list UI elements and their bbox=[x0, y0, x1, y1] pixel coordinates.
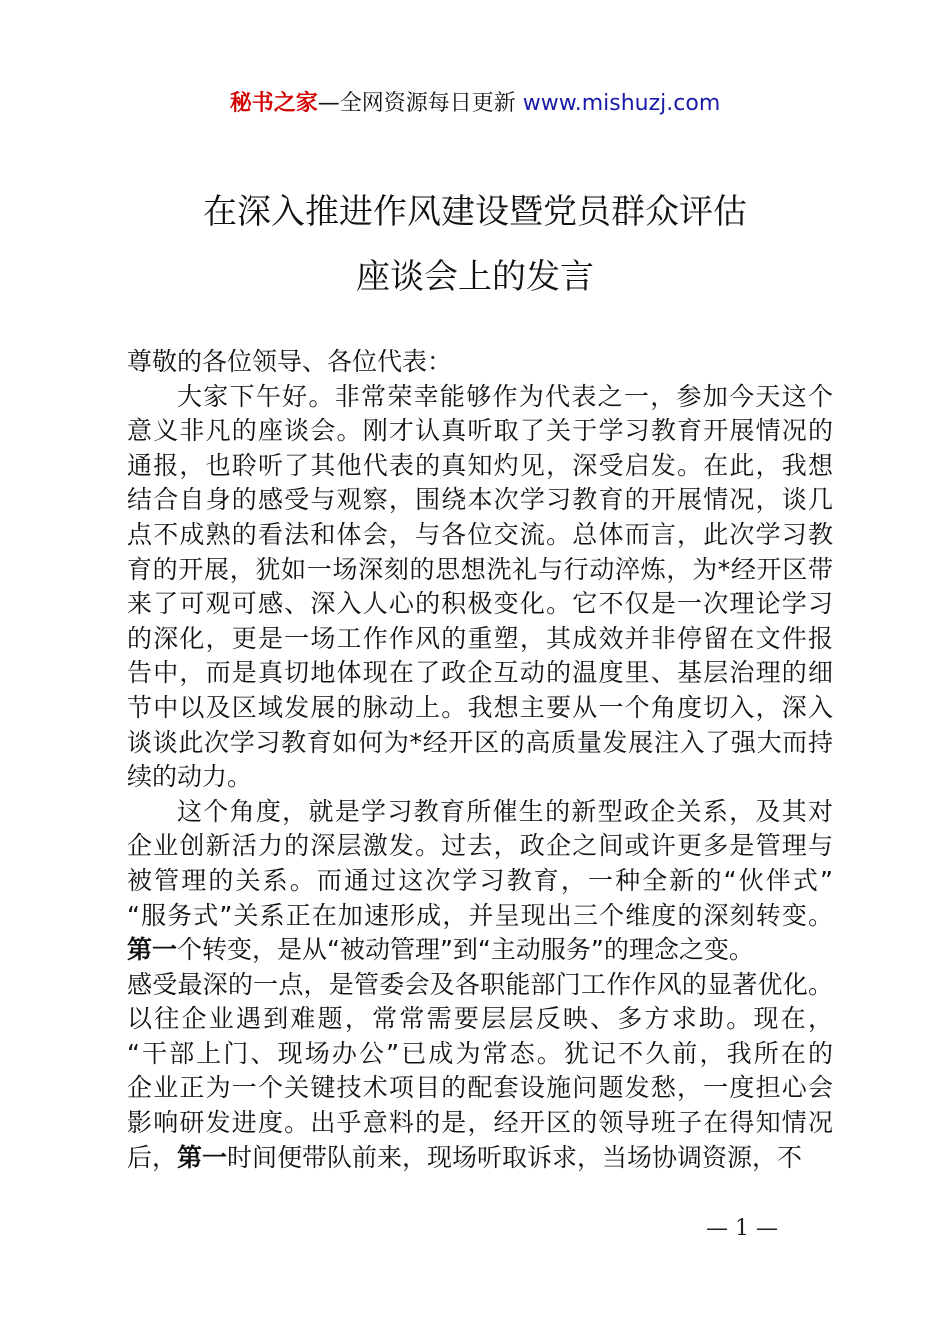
paragraph-line bbox=[127, 1141, 833, 1176]
paragraph-text: 后， bbox=[127, 1142, 178, 1172]
brand-name: 秘书之家 bbox=[229, 91, 318, 116]
paragraph-line: 点不成熟的看法和体会，与各位交流。总体而言，此次学习教 bbox=[127, 519, 833, 549]
paragraph-line: 影响研发进度。出乎意料的是，经开区的领导班子在得知情况 bbox=[127, 1108, 833, 1138]
paragraph-line: 意义非凡的座谈会。刚才认真听取了关于学习教育开展情况的 bbox=[127, 416, 833, 446]
paragraph-line: “干部上门、现场办公”已成为常态。犹记不久前，我所在的 bbox=[127, 1038, 833, 1068]
paragraph-line: “服务式”关系正在加速形成，并呈现出三个维度的深刻转变。 bbox=[127, 900, 833, 930]
paragraph-line: 来了可观可感、深入人心的积极变化。它不仅是一次理论学习 bbox=[127, 589, 833, 619]
document-title-line-1: 在深入推进作风建设暨党员群众评估 bbox=[203, 192, 747, 232]
site-header bbox=[0, 88, 950, 120]
paragraph-line: 感受最深的一点，是管委会及各职能部门工作作风的显著优化。 bbox=[127, 969, 833, 999]
paragraph-text: 时间便带队前来，现场听取诉求，当场协调资源，不 bbox=[227, 1142, 803, 1172]
bold-ordinal: 第一 bbox=[127, 935, 178, 965]
paragraph-line: 以往企业遇到难题，常常需要层层反映、多方求助。现在， bbox=[127, 1004, 833, 1034]
paragraph-line: 企业创新活力的深层激发。过去，政企之间或许更多是管理与 bbox=[127, 831, 833, 861]
paragraph-line: 续的动力。 bbox=[127, 762, 253, 792]
document-title-line-2: 座谈会上的发言 bbox=[356, 257, 594, 297]
document-body bbox=[127, 345, 833, 1175]
paragraph-line: 的深化，更是一场工作作风的重塑，其成效并非停留在文件报 bbox=[127, 623, 833, 653]
paragraph-line: 告中，而是真切地体现在了政企互动的温度里、基层治理的细 bbox=[127, 658, 833, 688]
page-number: — 1 — bbox=[706, 1216, 778, 1241]
paragraph-line: 育的开展，犹如一场深刻的思想洗礼与行动淬炼，为*经开区带 bbox=[127, 554, 833, 584]
paragraph-line: 通报，也聆听了其他代表的真知灼见，深受启发。在此，我想 bbox=[127, 450, 833, 480]
paragraph-line: 这个角度，就是学习教育所催生的新型政企关系，及其对 bbox=[177, 796, 833, 826]
paragraph-line bbox=[127, 933, 833, 968]
paragraph-line: 谈谈此次学习教育如何为*经开区的高质量发展注入了强大而持 bbox=[127, 727, 833, 757]
paragraph-line: 大家下午好。非常荣幸能够作为代表之一，参加今天这个 bbox=[177, 381, 833, 411]
header-slogan: —全网资源每日更新 bbox=[317, 91, 516, 116]
paragraph-line: 结合自身的感受与观察，围绕本次学习教育的开展情况，谈几 bbox=[127, 485, 833, 515]
paragraph-text: 个转变，是从“被动管理”到“主动服务”的理念之变。 bbox=[177, 935, 754, 965]
paragraph-line: 企业正为一个关键技术项目的配套设施问题发愁，一度担心会 bbox=[127, 1073, 833, 1103]
site-url-link[interactable]: www.mishuzj.com bbox=[522, 91, 721, 116]
paragraph-line: 被管理的关系。而通过这次学习教育，一种全新的“伙伴式” bbox=[127, 865, 833, 895]
salutation-line: 尊敬的各位领导、各位代表： bbox=[127, 347, 453, 376]
paragraph-line: 节中以及区域发展的脉动上。我想主要从一个角度切入，深入 bbox=[127, 692, 833, 722]
bold-ordinal: 第一 bbox=[177, 1142, 228, 1172]
